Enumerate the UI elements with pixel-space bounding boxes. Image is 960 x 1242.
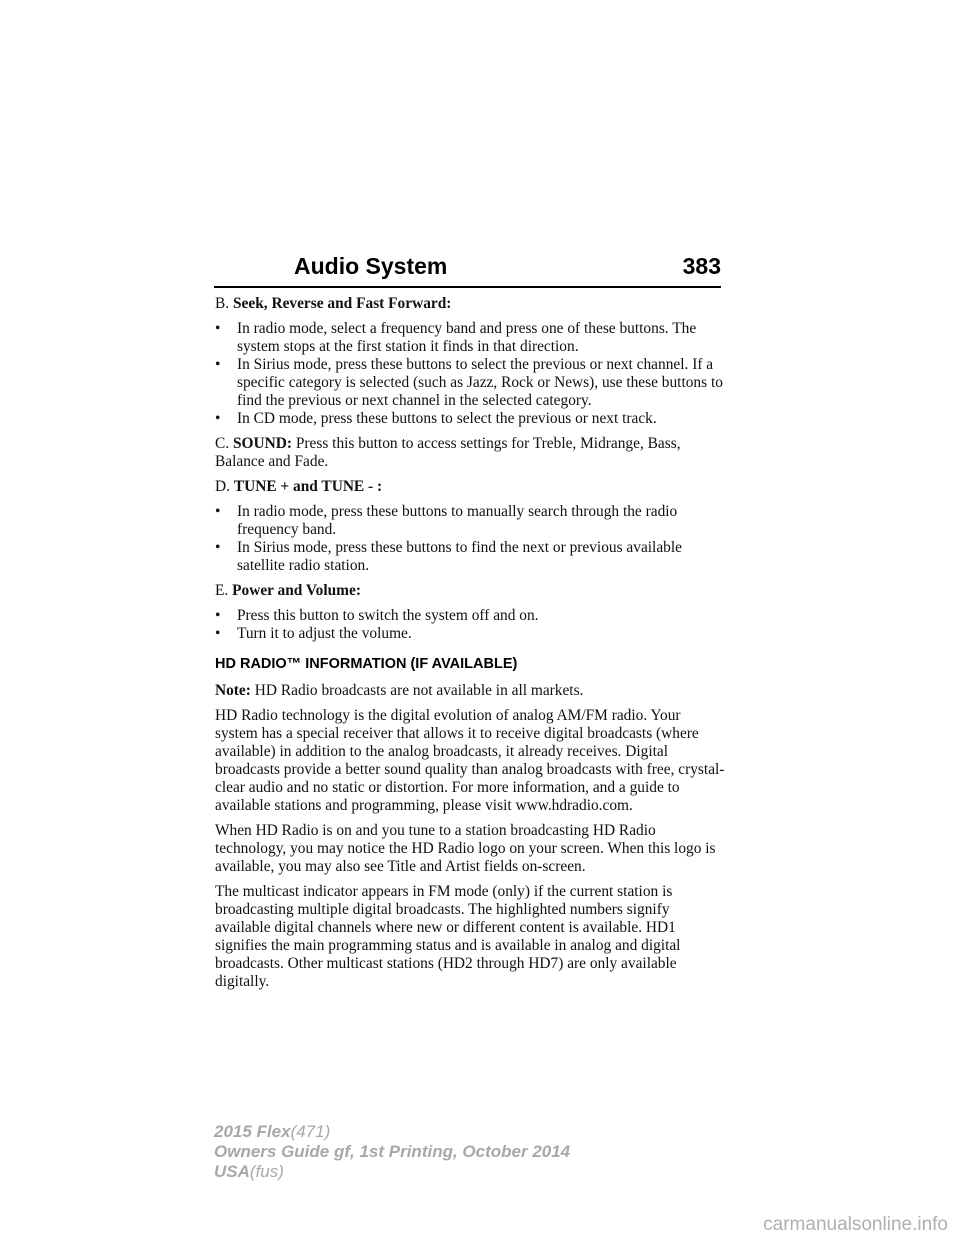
- hd-radio-paragraph: When HD Radio is on and you tune to a station broadcasting HD Radio technology, you may notice the HD Radio logo on your screen. When this logo is available, you may also see Title and Artist fields on-screen.: [215, 822, 716, 875]
- hd-radio-heading: HD RADIO™ INFORMATION (IF AVAILABLE): [215, 656, 518, 672]
- page-title: Audio System: [294, 253, 448, 279]
- section-e-letter: E.: [215, 582, 229, 599]
- list-item: [215, 539, 725, 575]
- list-item: [215, 625, 725, 643]
- section-e-title: Power and Volume:: [232, 582, 361, 599]
- footer-line-3: [214, 1162, 570, 1182]
- section-b-title: Seek, Reverse and Fast Forward:: [232, 295, 452, 312]
- list-item-text: Press this button to switch the system off and on.: [237, 607, 539, 624]
- section-d-list: [215, 503, 725, 575]
- section-e-list: [215, 607, 725, 643]
- footer-market: USA: [214, 1162, 250, 1181]
- section-d-heading: [215, 478, 725, 496]
- section-d-letter: D.: [215, 478, 230, 495]
- list-item-text: In Sirius mode, press these buttons to select the previous or next channel. If a specific category is selected (such as Jazz, Rock or News), use these buttons to find the previous or next channel in the selected category.: [237, 356, 723, 409]
- watermark: carmanualsonline.info: [763, 1214, 948, 1235]
- hd-radio-paragraph: HD Radio technology is the digital evolution of analog AM/FM radio. Your system has a special receiver that allows it to receive digital broadcasts (where available) in addition to the analog broadcasts, it already receives. Digital broadcasts provide a better sound quality than analog broadcasts with free, crystal-clear audio and no static or distortion. For more information, and a guide to available stations and programming, please visit www.hdradio.com.: [215, 707, 725, 814]
- section-b-heading: [215, 295, 725, 313]
- list-item: [215, 410, 725, 428]
- hd-radio-note: [215, 682, 725, 700]
- section-c-text: Press this button to access settings for Treble, Midrange, Bass, Balance and Fade.: [215, 435, 681, 470]
- list-item-text: Turn it to adjust the volume.: [237, 625, 412, 642]
- list-item-text: In radio mode, press these buttons to manually search through the radio frequency band.: [237, 503, 678, 538]
- list-item-text: In radio mode, select a frequency band and press one of these buttons. The system stops at the first station it finds in that direction.: [237, 320, 697, 355]
- section-c-title: SOUND:: [232, 435, 292, 452]
- bullet-glyph: •: [215, 320, 221, 337]
- hd-radio-paragraph: The multicast indicator appears in FM mode (only) if the current station is broadcasting multiple digital broadcasts. The highlighted numbers signify available digital channels where new or different content is available. HD1 signifies the main programming status and is available in analog and digital broadcasts. Other multicast stations (HD2 through HD7) are only available digitally.: [215, 883, 681, 990]
- page-number: 383: [682, 253, 721, 279]
- footer-model-code: (471): [290, 1122, 331, 1141]
- list-item: [215, 503, 725, 539]
- bullet-glyph: •: [215, 539, 221, 556]
- footer-line-2: Owners Guide gf, 1st Printing, October 2014: [214, 1142, 571, 1161]
- list-item: [215, 320, 725, 356]
- page-footer: [214, 1122, 570, 1182]
- section-c-paragraph: [215, 435, 725, 471]
- bullet-glyph: •: [215, 625, 221, 642]
- bullet-glyph: •: [215, 410, 221, 427]
- list-item: [215, 356, 725, 410]
- page-header: [214, 253, 721, 289]
- header-rule: [214, 286, 721, 288]
- note-label: Note:: [215, 682, 251, 699]
- note-text: HD Radio broadcasts are not available in all markets.: [254, 682, 584, 699]
- section-d-title: TUNE + and TUNE - :: [233, 478, 383, 495]
- bullet-glyph: •: [215, 607, 221, 624]
- footer-model: 2015 Flex: [214, 1122, 291, 1141]
- section-c-letter: C.: [215, 435, 230, 452]
- page-content: [215, 295, 725, 998]
- list-item-text: In Sirius mode, press these buttons to find the next or previous available satellite radio station.: [237, 539, 682, 574]
- section-b-list: [215, 320, 725, 428]
- list-item-text: In CD mode, press these buttons to select the previous or next track.: [237, 410, 657, 427]
- section-e-heading: [215, 582, 725, 600]
- footer-market-code: (fus): [249, 1162, 284, 1181]
- list-item: [215, 607, 725, 625]
- section-b-letter: B.: [215, 295, 230, 312]
- footer-line-1: [214, 1122, 570, 1142]
- bullet-glyph: •: [215, 356, 221, 373]
- bullet-glyph: •: [215, 503, 221, 520]
